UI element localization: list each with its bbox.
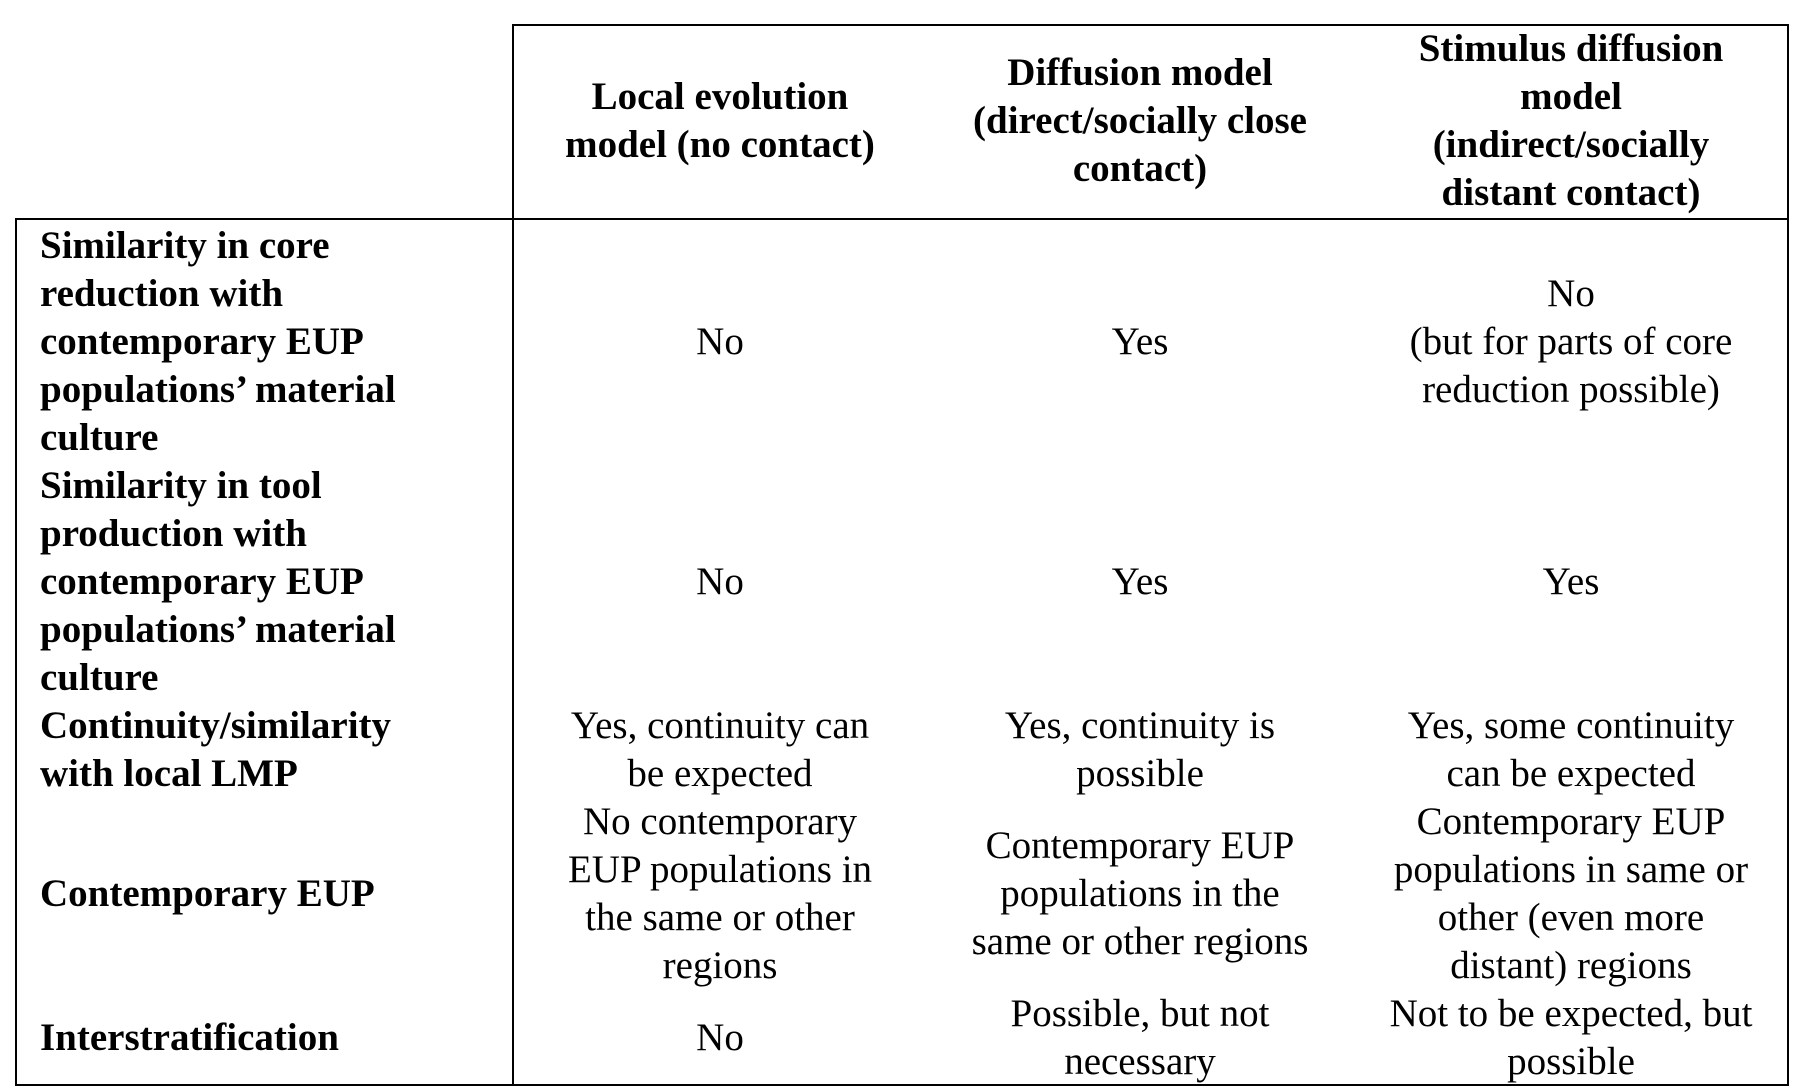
table-cell: Yes [1542,560,1600,603]
table-cell: Contemporary EUP populations in the same or other regions [971,824,1309,963]
row-label-core-reduction: Similarity in core reduction with contemporary EUP populations’ material culture [40,224,396,459]
table-cell: No [696,560,744,603]
column-header-local-evolution: Local evolution model (no contact) [565,75,875,166]
table-cell: Possible, but not necessary [1010,992,1270,1083]
table-cell: Yes, continuity is possible [1004,704,1276,795]
table-cell: Yes, some continuity can be expected [1407,704,1735,795]
table-cell: Contemporary EUP populations in same or other (even more distant) regions [1393,800,1749,987]
row-label-continuity: Continuity/similarity with local LMP [40,704,392,795]
row-label-contemporary-eup: Contemporary EUP [40,872,375,915]
table-cell: Yes [1111,320,1169,363]
table-cell: Yes [1111,560,1169,603]
table-cell: No (but for parts of core reduction possible) [1409,272,1733,411]
table-cell: Yes, continuity can be expected [570,704,870,795]
row-label-interstratification: Interstratification [40,1016,339,1059]
table-cell: No contemporary EUP populations in the same or other regions [567,800,873,987]
table-cell: Not to be expected, but possible [1389,992,1753,1083]
column-header-stimulus-diffusion: Stimulus diffusion model (indirect/socially distant contact) [1418,27,1724,214]
row-label-tool-production: Similarity in tool production with contemporary EUP populations’ material culture [40,464,396,699]
column-header-diffusion: Diffusion model (direct/socially close contact) [973,51,1307,190]
table-cell: No [696,1016,744,1059]
table-cell: No [696,320,744,363]
